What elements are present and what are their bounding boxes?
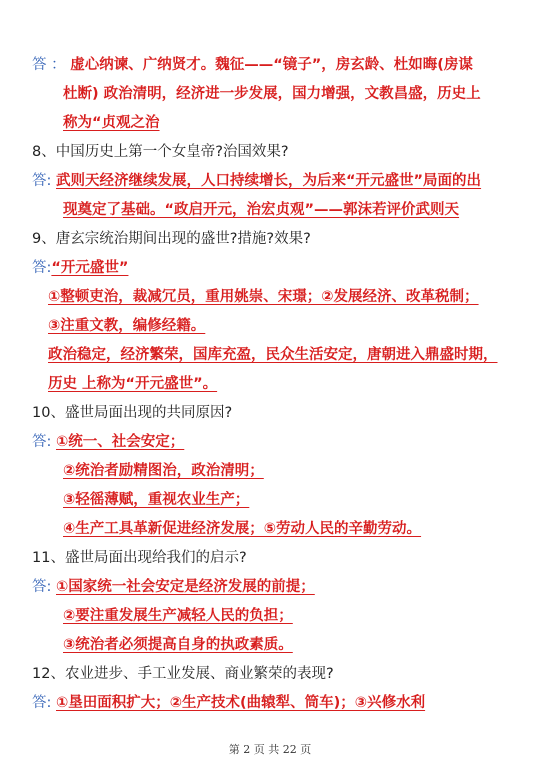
question-9: 9、唐玄宗统治期间出现的盛世?措施?效果? (32, 231, 311, 247)
answer-9-line-3: ③注重文教，编修经籍。 (48, 318, 206, 334)
answer-8-line-2: 现奠定了基础。“政启开元，治宏贞观”——郭沫若评价武则天 (63, 202, 460, 218)
answer-9-line-5: 历史 上称为“开元盛世”。 (48, 376, 218, 392)
answer-10-line-4: ④生产工具革新促进经济发展；⑤劳动人民的辛勤劳动。 (63, 521, 422, 537)
answer-11-line-2: ②要注重发展生产减轻人民的负担； (63, 608, 293, 624)
answer-12-line-1 (32, 693, 425, 713)
answer-12-text-1: ①垦田面积扩大；②生产技术(曲辕犁、筒车)；③兴修水利 (56, 695, 426, 711)
answer-7-line-1 (32, 55, 473, 75)
question-11: 11、盛世局面出现给我们的启示? (32, 550, 247, 566)
answer-label: 答 (32, 57, 47, 73)
answer-9-line-2: ①整顿吏治，裁减冗员，重用姚崇、宋璟；②发展经济、改革税制； (48, 289, 479, 305)
answer-label: 答: (32, 260, 52, 276)
answer-label: 答: (32, 695, 52, 711)
answer-10-line-2: ②统治者励精图治，政治清明； (63, 463, 264, 479)
answer-11-text-1: ①国家统一社会安定是经济发展的前提； (56, 579, 315, 595)
answer-7-line-2: 杜断) 政治清明，经济进一步发展，国力增强，文教昌盛，历史上 (63, 86, 481, 102)
answer-10-line-3: ③轻徭薄赋，重视农业生产； (63, 492, 250, 508)
answer-label: 答: (32, 173, 52, 189)
question-12: 12、农业进步、手工业发展、商业繁荣的表现? (32, 666, 334, 682)
answer-11-line-3: ③统治者必须提高自身的执政素质。 (63, 637, 293, 653)
answer-10-text-1: ①统一、社会安定； (56, 434, 185, 450)
answer-8-text-1: 武则天经济继续发展，人口持续增长，为后来“开元盛世”局面的出 (56, 173, 482, 189)
answer-11-line-1 (32, 577, 315, 597)
answer-9-line-4: 政治稳定，经济繁荣，国库充盈，民众生活安定，唐朝进入鼎盛时期， (48, 347, 498, 363)
answer-9-line-1 (32, 258, 128, 278)
answer-label: 答: (32, 434, 52, 450)
question-8: 8、中国历史上第一个女皇帝?治国效果? (32, 144, 289, 160)
page-footer: 第 2 页 共 22 页 (228, 743, 312, 756)
answer-colon: ： (51, 57, 66, 73)
answer-10-line-1 (32, 432, 184, 452)
answer-9-text-1: “开元盛世” (51, 260, 129, 276)
answer-7-line-3: 称为“贞观之治 (63, 115, 160, 131)
answer-8-line-1 (32, 171, 481, 191)
answer-label: 答: (32, 579, 52, 595)
answer-7-text-1: 虚心纳谏、广纳贤才。魏征——“镜子”，房玄龄、杜如晦(房谋 (70, 57, 473, 73)
question-10: 10、盛世局面出现的共同原因? (32, 405, 233, 421)
